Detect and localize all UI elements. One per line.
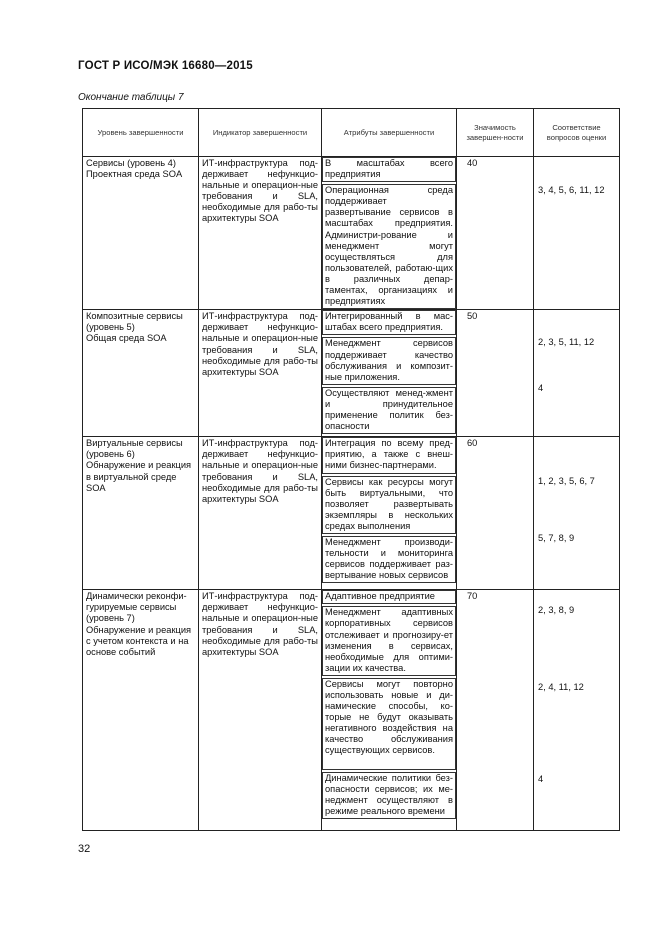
attribute-item: Сервисы как ресурсы могут быть виртуальными, что позволяет развертывать экземпляры в нескольких средах выполнения <box>322 476 456 534</box>
significance-cell <box>457 157 534 310</box>
table-caption: Окончание таблицы 7 <box>78 92 184 103</box>
table-row <box>83 157 620 310</box>
attribute-item: Адаптивное предприятие <box>322 590 456 604</box>
table-row <box>83 310 620 437</box>
indicator-cell <box>199 310 322 437</box>
attribute-item: Динамические политики без-опасности сервисов; их ме-неджмент осуществляют в режиме реального времени <box>322 772 456 819</box>
column-header-significance: Значимость завершен-ности <box>457 109 534 157</box>
level-name: Сервисы (уровень 4) <box>86 158 176 168</box>
level-name: Динамически реконфи-гурируемые сервисы (уровень 7) <box>86 591 187 624</box>
level-environment: Обнаружение и реакция в виртуальной среде SOA <box>86 460 192 493</box>
column-header-attributes: Атрибуты завершенности <box>322 109 457 157</box>
question-refs: 1, 2, 3, 5, 6, 7 <box>538 476 595 487</box>
significance-cell <box>457 590 534 831</box>
significance-cell <box>457 437 534 590</box>
attribute-item: Операционная среда поддерживает развертывание сервисов в масштабах предприятия. Администри-рование и менеджмент могут осуществляться для пользователей, работаю-щих в различных депар-таментах, организациях и предприятиях <box>322 184 456 309</box>
significance-value: 60 <box>467 438 478 449</box>
indicator-text: ИТ-инфраструктура под-держивает нефункцио-нальные и операцион-ные требования и SLA, необходимые для рабо-ты архитектуры SOA <box>202 438 318 504</box>
questions-cell <box>534 157 620 310</box>
questions-cell <box>534 590 620 831</box>
question-refs: 4 <box>538 774 544 785</box>
attribute-item: Интегрированный в мас-штабах всего предприятия. <box>322 310 456 335</box>
indicator-text: ИТ-инфраструктура под-держивает нефункцио-нальные и операцион-ные требования и SLA, необходимые для рабо-ты архитектуры SOA <box>202 591 318 657</box>
indicator-cell <box>199 437 322 590</box>
question-refs: 2, 3, 8, 9 <box>538 605 575 616</box>
attributes-cell <box>322 437 457 590</box>
indicator-cell <box>199 590 322 831</box>
table-7 <box>82 108 620 831</box>
level-environment: Общая среда SOA <box>86 333 167 344</box>
indicator-cell <box>199 157 322 310</box>
attribute-item: Осуществляют менед-жмент и принудительное применение политик без-опасности <box>322 387 456 434</box>
indicator-text: ИТ-инфраструктура под-держивает нефункцио-нальные и операцион-ные требования и SLA, необходимые для рабо-ты архитектуры SOA <box>202 158 318 224</box>
level-cell <box>83 437 199 590</box>
attribute-item: Менеджмент адаптивных корпоративных сервисов отслеживает и прогнозиру-ет изменения в сервисах, необходимые для оптими-зации их качества. <box>322 606 456 676</box>
attribute-item: Менеджмент производи-тельности и мониторинга сервисов поддерживает раз-вертывание новых сервисов <box>322 536 456 583</box>
question-refs: 5, 7, 8, 9 <box>538 533 575 544</box>
column-header-questions: Соответствие вопросов оценки <box>534 109 620 157</box>
attribute-item: Интеграция по всему пред-приятию, а также с внеш-ними бизнес-партнерами. <box>322 437 456 473</box>
page-number: 32 <box>78 843 91 855</box>
column-header-indicator: Индикатор завершенности <box>199 109 322 157</box>
question-refs: 2, 3, 5, 11, 12 <box>538 337 595 348</box>
questions-cell <box>534 437 620 590</box>
attribute-item: Менеджмент сервисов поддерживает качество обслуживания и композит-ные приложения. <box>322 337 456 384</box>
attributes-cell <box>322 157 457 310</box>
level-cell <box>83 157 199 310</box>
attributes-cell <box>322 310 457 437</box>
indicator-text: ИТ-инфраструктура под-держивает нефункцио-нальные и операцион-ные требования и SLA, необходимые для рабо-ты архитектуры SOA <box>202 311 318 377</box>
level-environment: Проектная среда SOA <box>86 169 183 180</box>
attributes-cell <box>322 590 457 831</box>
column-header-level: Уровень завершенности <box>83 109 199 157</box>
document-header: ГОСТ Р ИСО/МЭК 16680—2015 <box>78 60 253 72</box>
question-refs: 4 <box>538 383 544 394</box>
attribute-item: В масштабах всего предприятия <box>322 157 456 182</box>
level-name: Виртуальные сервисы (уровень 6) <box>86 438 183 460</box>
significance-value: 50 <box>467 311 478 322</box>
attribute-item: Сервисы могут повторно использовать новые и ди-намические способы, ко-торые не будут оказывать негативного воздействия на качество обслуживания существующих сервисов. <box>322 678 456 770</box>
table-row <box>83 590 620 831</box>
level-environment: Обнаружение и реакция с учетом контекста и на основе событий <box>86 624 192 657</box>
table-row <box>83 437 620 590</box>
level-cell <box>83 590 199 831</box>
question-refs: 2, 4, 11, 12 <box>538 682 584 693</box>
significance-value: 40 <box>467 158 478 168</box>
question-refs: 3, 4, 5, 6, 11, 12 <box>538 185 605 195</box>
table-header-row <box>83 109 620 157</box>
significance-cell <box>457 310 534 437</box>
significance-value: 70 <box>467 591 478 602</box>
questions-cell <box>534 310 620 437</box>
level-cell <box>83 310 199 437</box>
level-name: Композитные сервисы (уровень 5) <box>86 311 183 333</box>
